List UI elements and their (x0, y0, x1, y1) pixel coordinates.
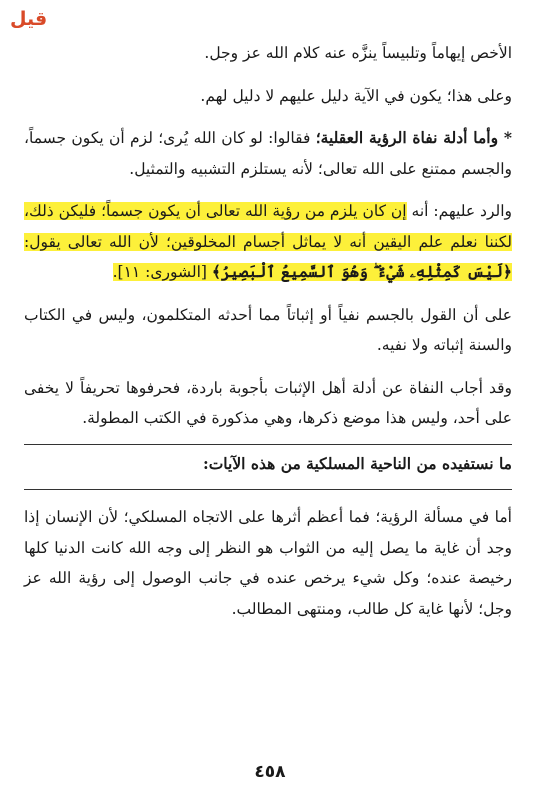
highlighted-passage: إن كان يلزم من رؤية الله تعالى أن يكون جسماً؛ فليكن ذلك، لكننا نعلم علم اليقين أنه لا يماثل أجسام المخلوقين؛ لأن الله تعالى يقول: ﴿لَيْسَ كَمِثْلِهِۦ شَيْءٌ ۖ وَهُوَ ٱلسَّمِيعُ ٱلْبَصِيرُ﴾ [الشورى: ١١]. (24, 202, 512, 281)
paragraph-4 (24, 196, 512, 288)
paragraph-6: وقد أجاب النفاة عن أدلة أهل الإثبات بأجوبة باردة، فحرفوها تحريفاً لا يخفى على أحد، وليس هذا موضع ذكرها، وهي مذكورة في الكتب المطولة. (24, 378, 512, 427)
rebuttal-lead: والرد عليهم: أنه (406, 202, 513, 220)
paragraph-3 (24, 123, 512, 184)
publisher-logo: قيل (10, 8, 48, 30)
paragraph-7: أما في مسألة الرؤية؛ فما أعظم أثرها على الاتجاه المسلكي؛ لأن الإنسان إذا وجد أن غاية ما يصل إليه من الثواب هو النظر إلى وجه الله كانت الدنيا كلها رخيصة عنده؛ وكل شيء يرخص عنده في جانب الوصول إلى رؤية الله عز وجل؛ لأنها غاية كل طالب، ومنتهى المطالب. (24, 508, 512, 618)
paragraph-5: على أن القول بالجسم نفياً أو إثباتاً مما أحدثه المتكلمون، وليس في الكتاب والسنة إثباته ولا نفيه. (24, 305, 512, 354)
section-divider-bottom (24, 489, 512, 490)
paragraph-1: الأخص إيهاماً وتلبيساً ينزَّه عنه كلام الله عز وجل. (204, 44, 512, 62)
paragraph-2: وعلى هذا؛ يكون في الآية دليل عليهم لا دليل لهم. (200, 86, 512, 105)
page-number: ٤٥٨ (254, 762, 286, 782)
section-heading: ما نستفيده من الناحية المسلكية من هذه الآيات: (202, 453, 512, 473)
section-divider (24, 444, 512, 445)
section-label-rational-proofs: * وأما أدلة نفاة الرؤية العقلية؛ (315, 128, 512, 147)
page-body (24, 38, 512, 624)
paragraph-3-text: فقالوا: لو كان الله يُرى؛ لزم أن يكون جسماً، والجسم ممتنع على الله تعالى؛ لأنه يستلزم التشبيه والتمثيل. (24, 129, 512, 178)
quran-verse: ﴿لَيْسَ كَمِثْلِهِۦ شَيْءٌ ۖ وَهُوَ ٱلسَّمِيعُ ٱلْبَصِيرُ﴾ (211, 262, 512, 281)
verse-reference: [الشورى: ١١]. (112, 263, 212, 281)
